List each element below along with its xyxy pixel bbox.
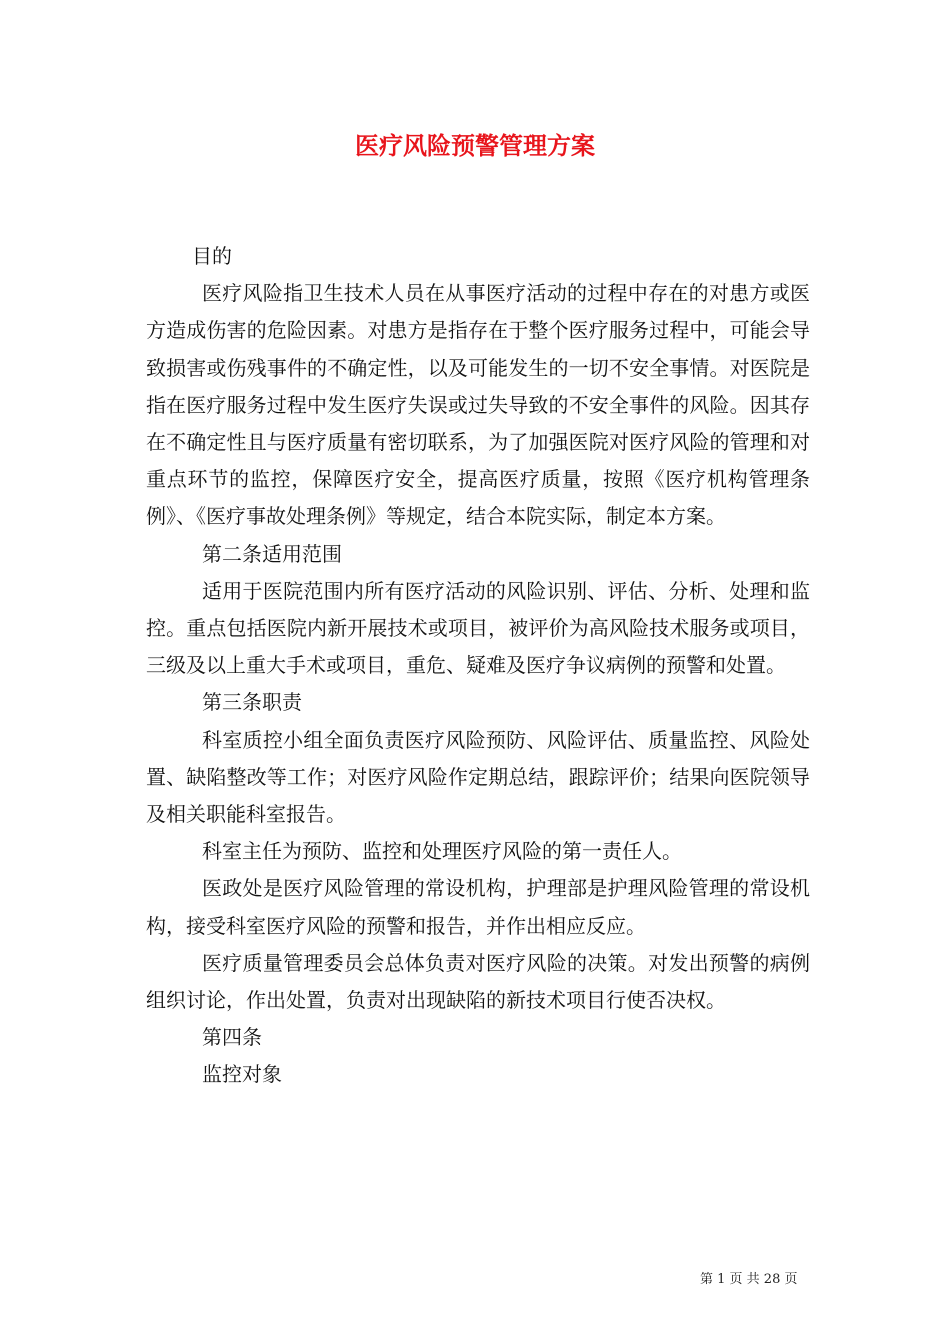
paragraph-purpose-heading: 目的 — [192, 244, 232, 268]
page-number-footer: 第 1 页 共 28 页 — [700, 1272, 798, 1287]
paragraph-monitoring-target: 监控对象 — [202, 1062, 282, 1087]
paragraph-definition: 医疗风险指卫生技术人员在从事医疗活动的过程中存在的对患方或医方造成伤害的危险因素。对患方是指存在于整个医疗服务过程中，可能会导致损害或伤残事件的不确定性，以及可能发生的一切不安全事情。对医院是指在医疗服务过程中发生医疗失误或过失导致的不安全事件的风险。因其存在不确定性且与医疗质量有密切联系，为了加强医院对医疗风险的管理和对重点环节的监控，保障医疗安全，提高医疗质量，按照《医疗机构管理条例》、《医疗事故处理条例》等规定，结合本院实际，制定本方案。 — [146, 281, 810, 529]
document-title: 医疗风险预警管理方案 — [355, 131, 595, 160]
paragraph-article-2-heading: 第二条适用范围 — [202, 541, 342, 566]
document-body — [146, 238, 810, 1094]
paragraph-scope: 适用于医院范围内所有医疗活动的风险识别、评估、分析、处理和监控。重点包括医院内新开展技术或项目，被评价为高风险技术服务或项目，三级及以上重大手术或项目，重危、疑难及医疗争议病例的预警和处置。 — [146, 578, 810, 678]
paragraph-article-3-heading: 第三条职责 — [202, 690, 302, 715]
paragraph-director-duty: 科室主任为预防、监控和处理医疗风险的第一责任人。 — [202, 839, 682, 864]
paragraph-committee-duty: 医疗质量管理委员会总体负责对医疗风险的决策。对发出预警的病例组织讨论，作出处置，负责对出现缺陷的新技术项目行使否决权。 — [146, 950, 810, 1013]
paragraph-qc-group-duty: 科室质控小组全面负责医疗风险预防、风险评估、质量监控、风险处置、缺陷整改等工作；对医疗风险作定期总结，跟踪评价；结果向医院领导及相关职能科室报告。 — [146, 727, 810, 827]
paragraph-article-4-heading: 第四条 — [202, 1025, 262, 1050]
paragraph-medical-office-duty: 医政处是医疗风险管理的常设机构，护理部是护理风险管理的常设机构，接受科室医疗风险的预警和报告，并作出相应反应。 — [146, 876, 810, 938]
